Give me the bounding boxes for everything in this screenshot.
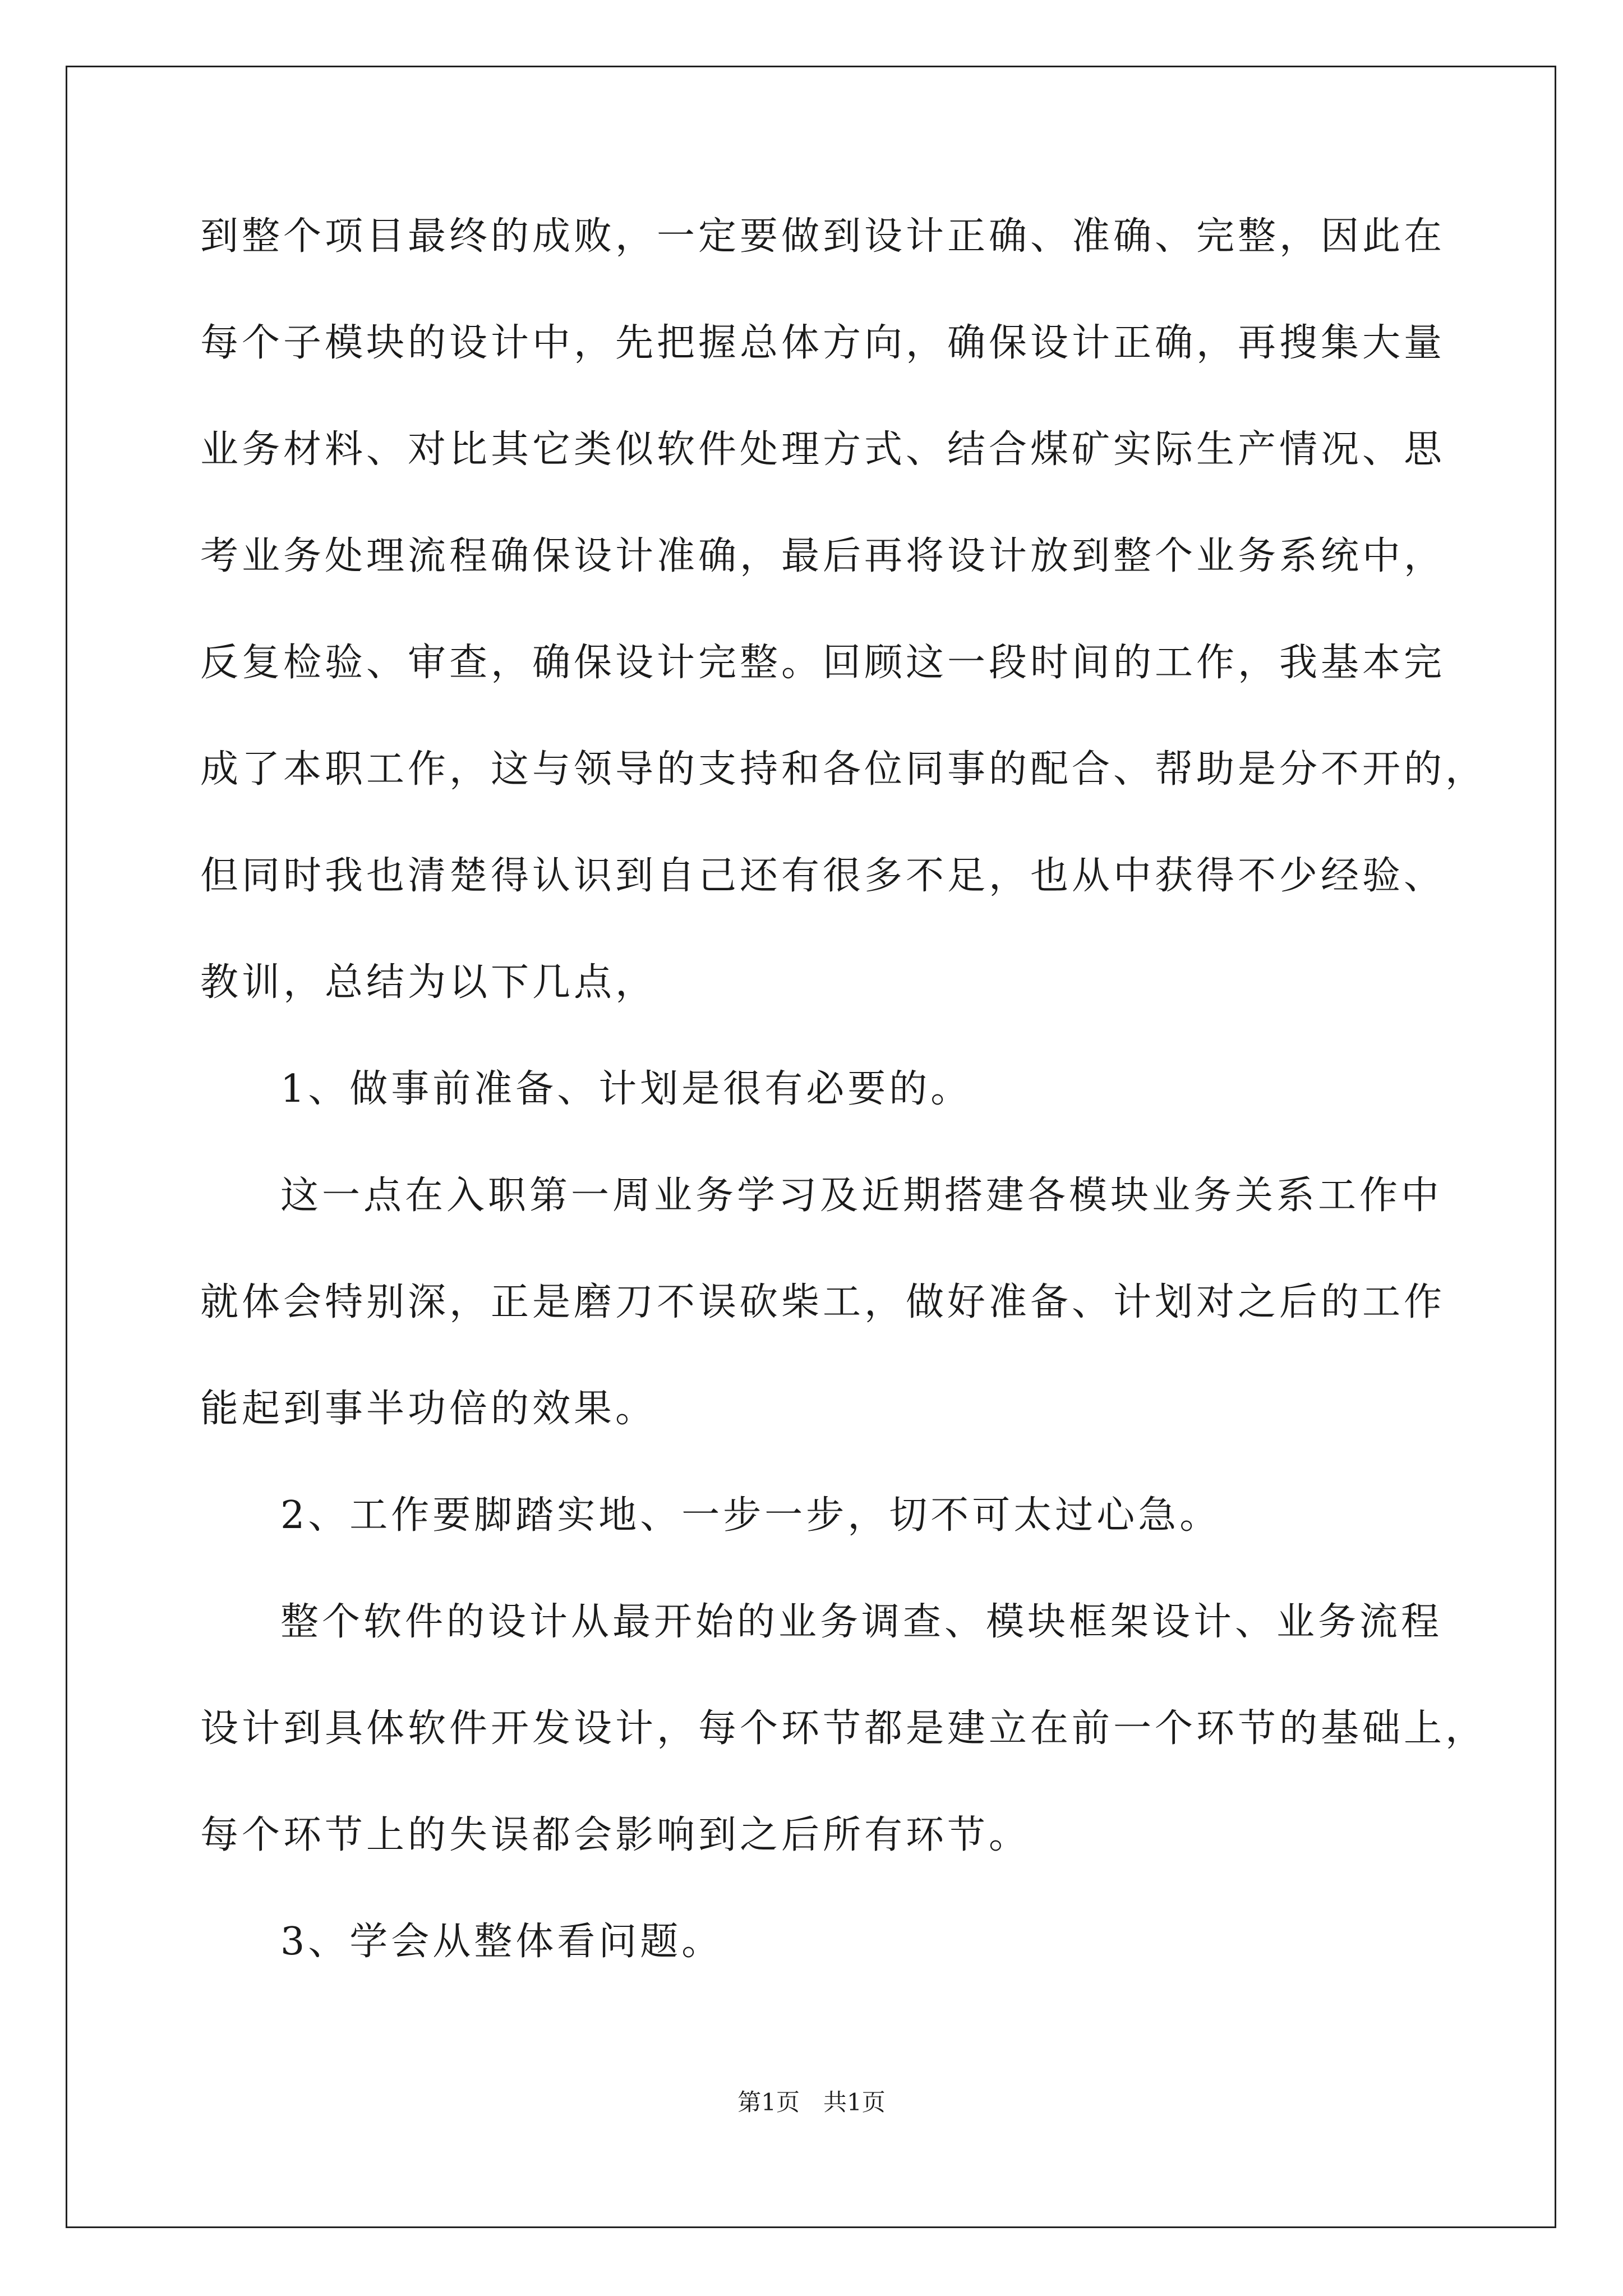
list-heading-1: 1、做事前准备、计划是很有必要的。	[280, 1067, 972, 1111]
text-line: 每个环节上的失误都会影响到之后所有环节。	[200, 1813, 1031, 1857]
text-line: 能起到事半功倍的效果。	[200, 1387, 657, 1431]
text-line: 整个软件的设计从最开始的业务调查、模块框架设计、业务流程	[280, 1600, 1443, 1644]
list-heading-2: 2、工作要脚踏实地、一步一步，切不可太过心急。	[280, 1493, 1221, 1538]
text-line: 这一点在入职第一周业务学习及近期搭建各模块业务关系工作中	[280, 1174, 1443, 1218]
text-line: 但同时我也清楚得认识到自己还有很多不足，也从中获得不少经验、	[200, 854, 1446, 898]
text-line: 成了本职工作，这与领导的支持和各位同事的配合、帮助是分不开的，	[200, 747, 1487, 792]
text-line: 考业务处理流程确保设计准确，最后再将设计放到整个业务系统中，	[200, 534, 1446, 578]
document-body	[200, 209, 1487, 2021]
list-heading-3: 3、学会从整体看问题。	[280, 1920, 723, 1964]
text-line: 业务材料、对比其它类似软件处理方式、结合煤矿实际生产情况、思	[200, 427, 1446, 472]
text-line: 每个子模块的设计中，先把握总体方向，确保设计正确，再搜集大量	[200, 321, 1446, 365]
text-line: 设计到具体软件开发设计，每个环节都是建立在前一个环节的基础上，	[200, 1706, 1487, 1751]
text-line: 反复检验、审查，确保设计完整。回顾这一段时间的工作，我基本完	[200, 641, 1446, 685]
text-line: 教训，总结为以下几点，	[200, 960, 657, 1005]
text-line: 就体会特别深，正是磨刀不误砍柴工，做好准备、计划对之后的工作	[200, 1280, 1446, 1324]
text-line: 到整个项目最终的成败，一定要做到设计正确、准确、完整，因此在	[200, 214, 1446, 259]
page-footer: 第1页 共1页	[737, 2088, 886, 2116]
